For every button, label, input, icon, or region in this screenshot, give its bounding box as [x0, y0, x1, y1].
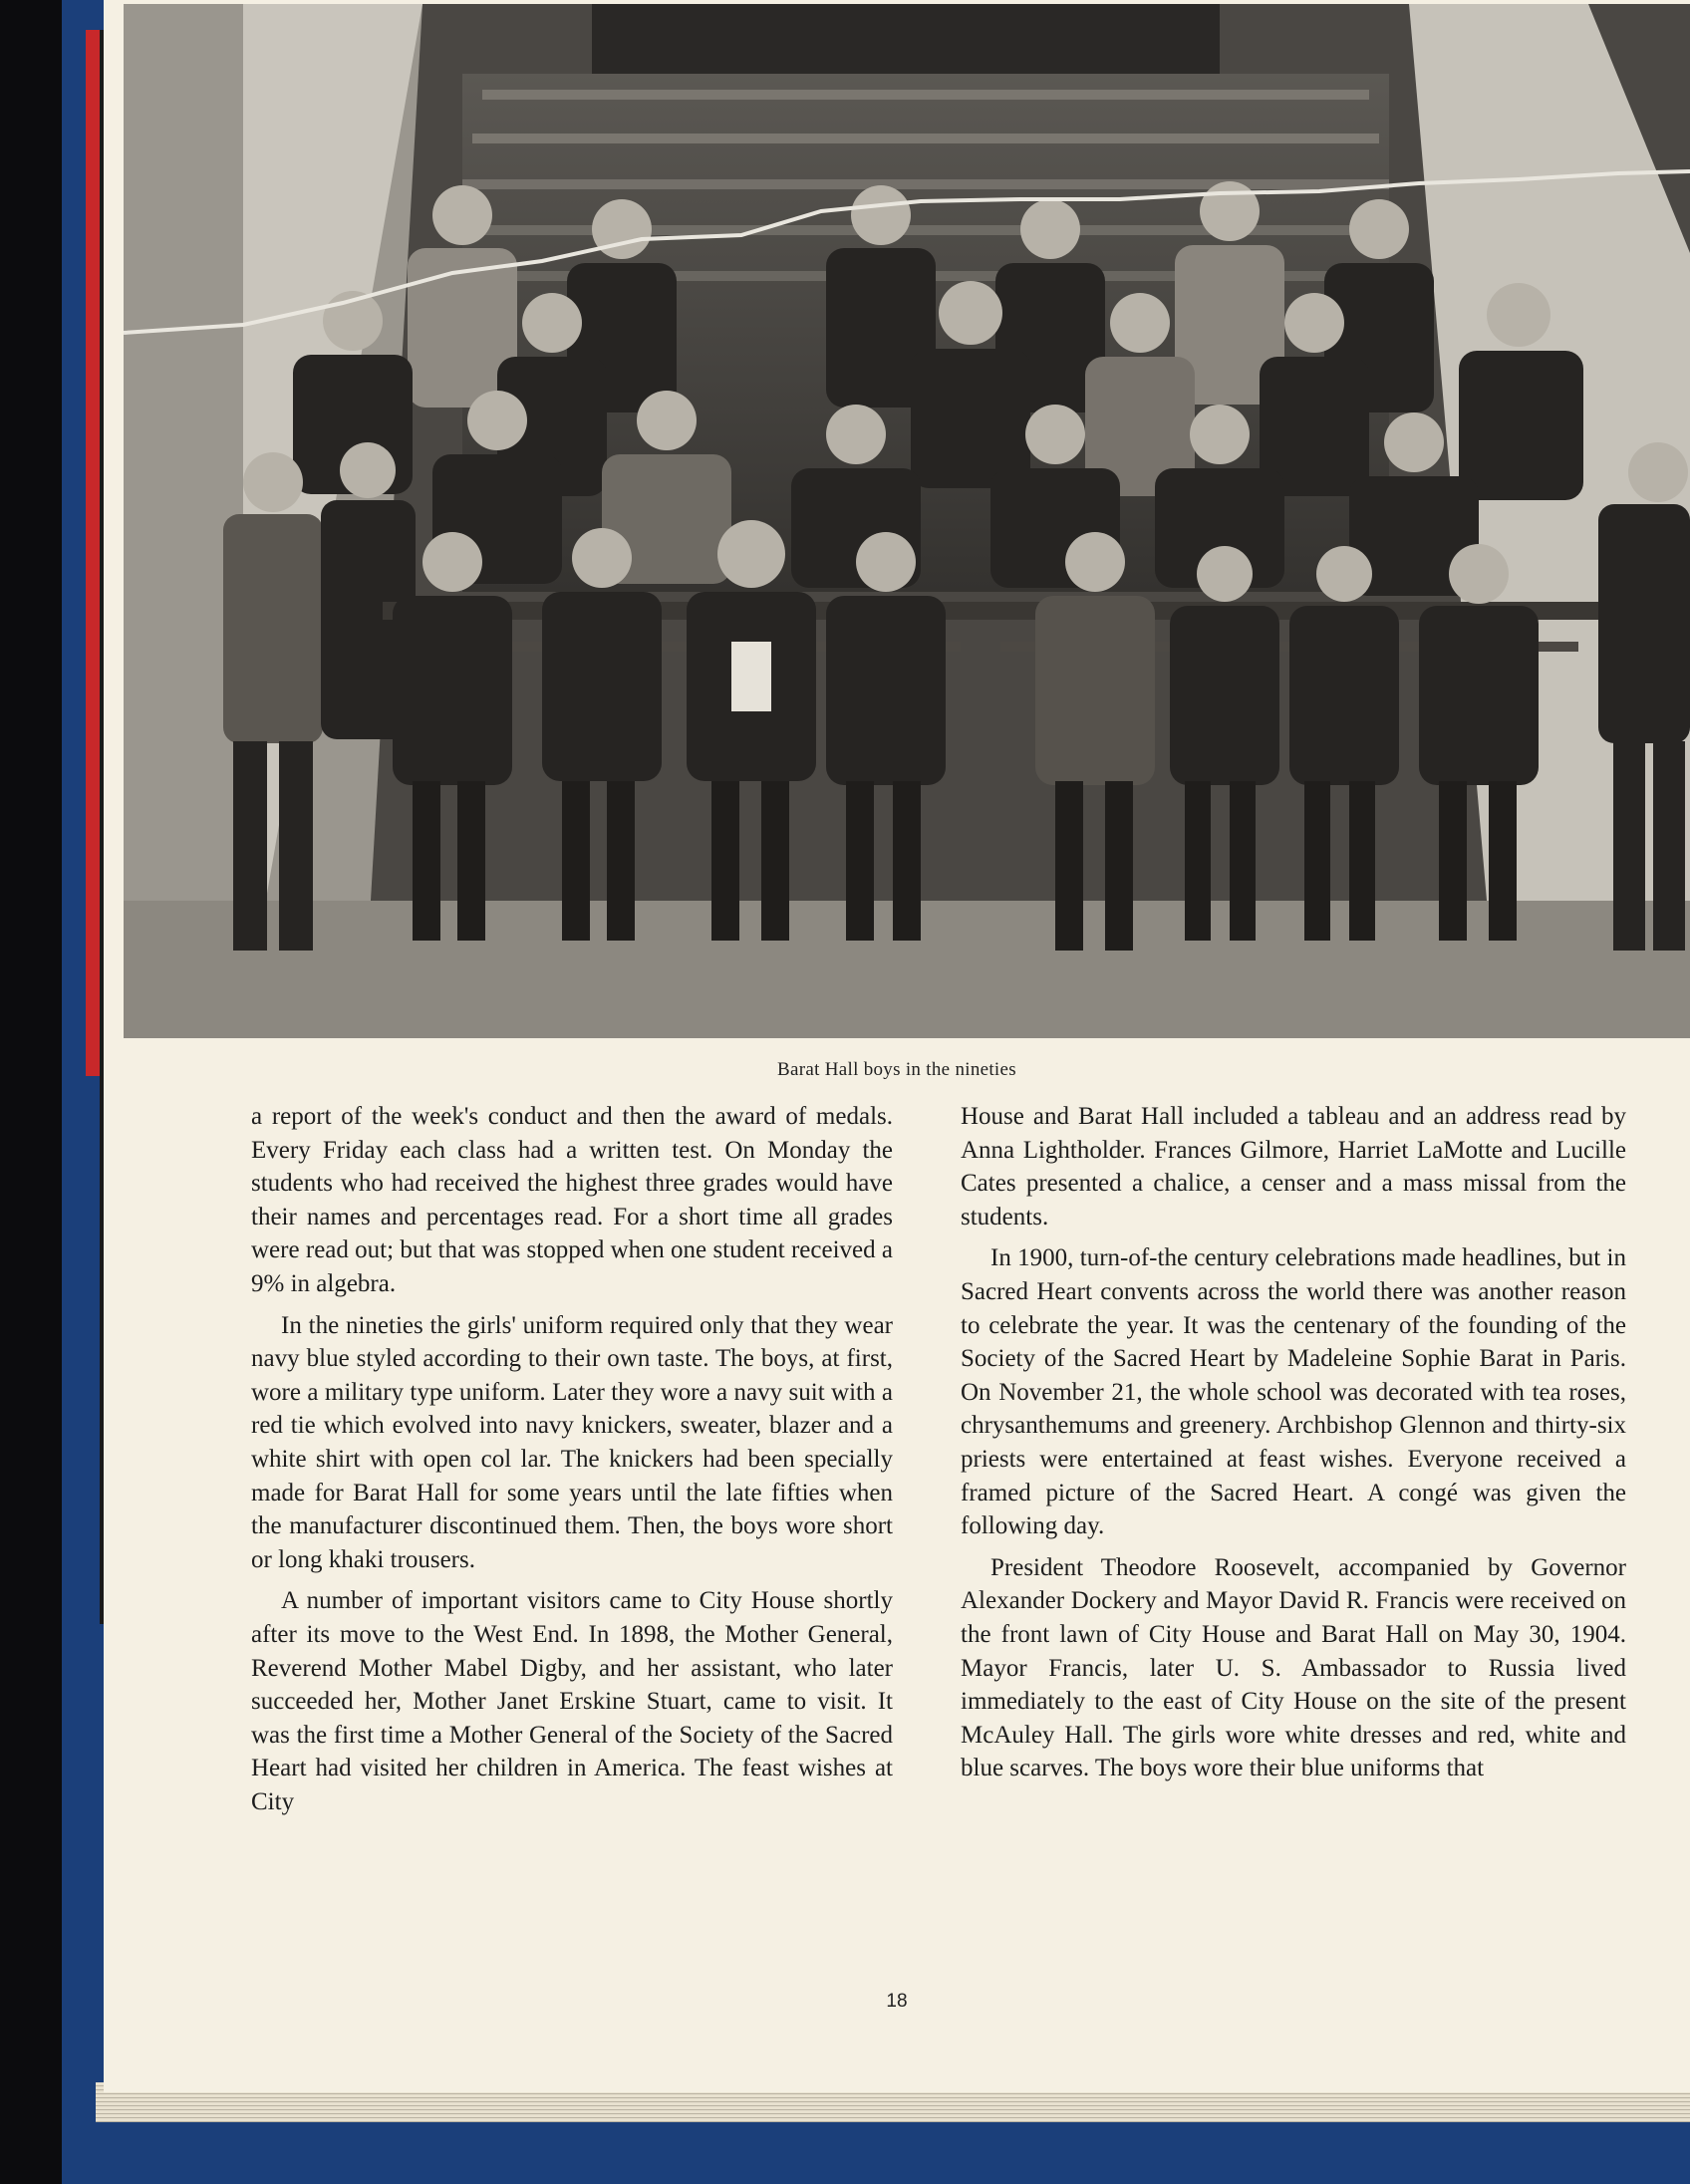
paragraph: President Theodore Roosevelt, accompanied by Governor Alexander Dockery and Mayor David R. Francis were received on the front lawn of City House and Barat Hall on May 30, 1904. Mayor Francis, later U. S. Ambassador to Russia lived immediately to the east of City House on the site of the present McAuley Hall. The girls wore white dresses and red, white and blue scarves. The boys wore their blue uniforms that — [961, 1553, 1626, 1782]
page-number: 18 — [886, 1991, 908, 2012]
paragraph: In the nineties the girls' uniform required only that they wear navy blue styled according to their own taste. The boys, at first, wore a military type uniform. Later they wore a navy suit with a red tie which evolved into navy knickers, sweater, blazer and a white shirt with open col lar. The knickers had been specially made for Barat Hall for some years until the late fifties when the manufacturer discontinued them. Then, the boys wore short or long khaki trousers. — [251, 1311, 893, 1573]
paragraph: House and Barat Hall included a tableau and an address read by Anna Lightholder. Frances Gilmore, Harriet LaMotte and Lucille Cates presented a chalice, a censer and a mass missal from the students. — [961, 1103, 1626, 1230]
book-binding — [0, 0, 62, 2184]
left-text-column — [251, 1100, 893, 1818]
group-photograph — [124, 4, 1690, 1038]
paragraph: A number of important visitors came to City House shortly after its move to the West End. In 1898, the Mother General, Reverend Mother Mabel Digby, and her assistant, who later succeeded her, Mother Janet Erskine Stuart, came to visit. It was the first time a Mother General of the Society of the Sacred Heart had visited her children in America. The feast wishes at City — [251, 1587, 893, 1815]
photo-caption: Barat Hall boys in the nineties — [777, 1059, 1016, 1080]
right-text-column — [961, 1100, 1626, 1785]
paragraph: a report of the week's conduct and then the award of medals. Every Friday each class had a written test. On Monday the students who had received the highest three grades would have their names and percentages read. For a short time all grades were read out; but that was stopped when one student received a 9% in algebra. — [251, 1103, 893, 1297]
paragraph: In 1900, turn-of-the century celebrations made headlines, but in Sacred Heart convents across the world there was another reason to celebrate the year. It was the centenary of the founding of the Society of the Sacred Heart by Madeleine Sophie Barat in Paris. On November 21, the whole school was decorated with tea roses, chrysanthemums and greenery. Archbishop Glennon and thirty-six priests were entertained at feast wishes. Everyone received a framed picture of the Sacred Heart. A congé was given the following day. — [961, 1244, 1626, 1540]
book-page — [104, 0, 1690, 2092]
book-spine-red — [86, 30, 100, 1076]
